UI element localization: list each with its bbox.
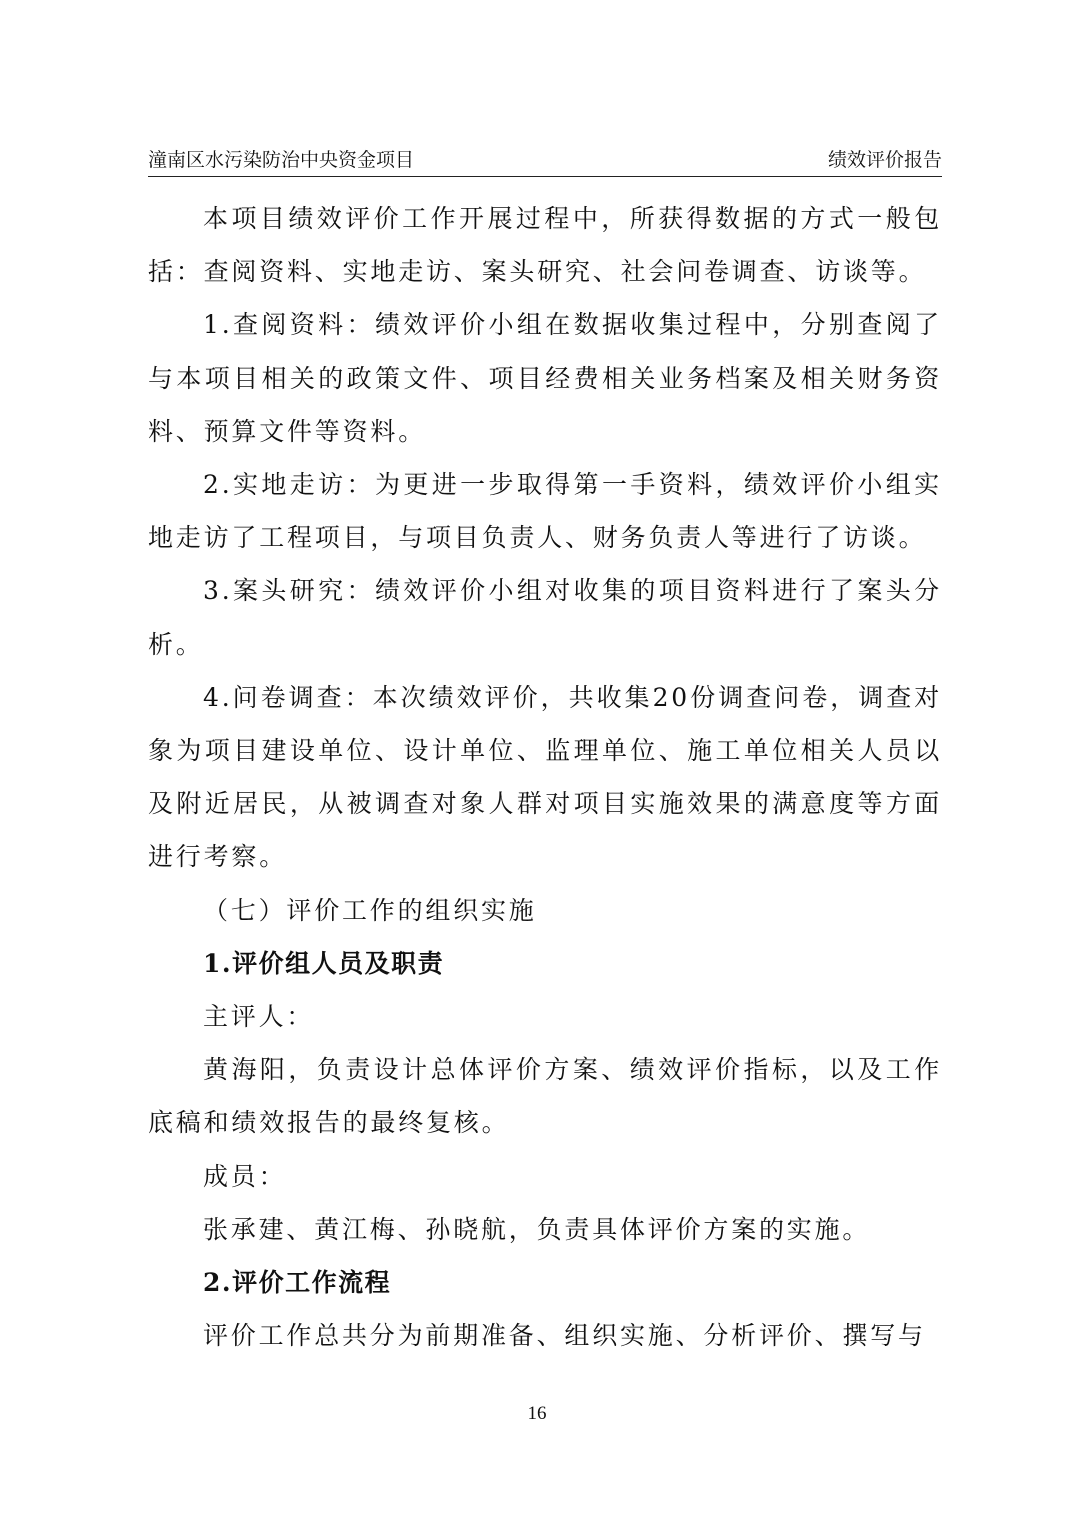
subheading-team-duties: 1.评价组人员及职责	[203, 948, 445, 978]
page-number: 16	[527, 1403, 547, 1424]
page-header	[148, 146, 942, 177]
label-members: 成员：	[203, 1161, 287, 1191]
document-body	[148, 192, 942, 1362]
paragraph-members: 张承建、黄江梅、孙晓航，负责具体评价方案的实施。	[203, 1214, 871, 1244]
paragraph-workflow: 评价工作总共分为前期准备、组织实施、分析评价、撰写与	[203, 1321, 926, 1351]
paragraph-desk-research: 3.案头研究：绩效评价小组对收集的项目资料进行了案头分析。	[148, 576, 942, 659]
header-project-title: 潼南区水污染防治中央资金项目	[148, 149, 415, 171]
subheading-workflow: 2.评价工作流程	[203, 1268, 392, 1298]
paragraph-site-visit: 2.实地走访：为更进一步取得第一手资料，绩效评价小组实地走访了工程项目，与项目负责人、财务负责人等进行了访谈。	[148, 470, 942, 553]
paragraph-document-review: 1.查阅资料：绩效评价小组在数据收集过程中，分别查阅了与本项目相关的政策文件、项目经费相关业务档案及相关财务资料、预算文件等资料。	[148, 310, 942, 446]
paragraph-lead-evaluator: 黄海阳，负责设计总体评价方案、绩效评价指标，以及工作底稿和绩效报告的最终复核。	[148, 1055, 942, 1138]
header-report-title: 绩效评价报告	[827, 149, 942, 171]
paragraph-questionnaire: 4.问卷调查：本次绩效评价，共收集20份调查问卷，调查对象为项目建设单位、设计单位、监理单位、施工单位相关人员以及附近居民，从被调查对象人群对项目实施效果的满意度等方面进行考察。	[148, 682, 942, 872]
section-heading-organization: （七）评价工作的组织实施	[203, 895, 537, 925]
label-lead-evaluator: 主评人：	[203, 1002, 315, 1032]
paragraph-data-methods: 本项目绩效评价工作开展过程中，所获得数据的方式一般包括：查阅资料、实地走访、案头研究、社会问卷调查、访谈等。	[148, 204, 942, 287]
